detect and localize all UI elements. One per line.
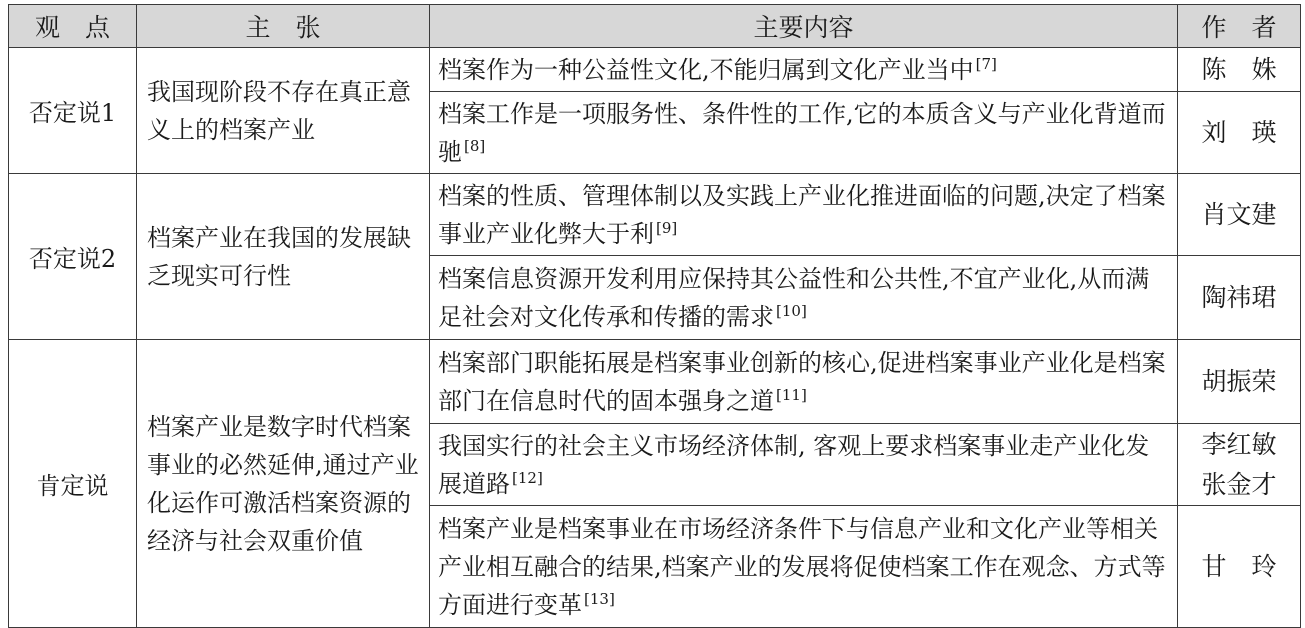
author-cell: [1178, 174, 1301, 256]
table-row: [9, 48, 1301, 92]
content-text: 档案产业是档案事业在市场经济条件下与信息产业和文化产业等相关产业相互融合的结果,档案产业的发展将促使档案工作在观念、方式等方面进行变革: [438, 514, 1166, 619]
author-name: 张金才: [1201, 469, 1277, 499]
citation-ref: [9]: [656, 218, 678, 237]
content-cell: [430, 506, 1178, 628]
content-cell: [430, 48, 1178, 92]
view-cell: 否定说1: [9, 48, 137, 174]
citation-ref: [8]: [464, 136, 486, 155]
author-name: 肖文建: [1201, 199, 1277, 229]
content-text: 档案作为一种公益性文化,不能归属到文化产业当中: [438, 55, 974, 84]
citation-ref: [10]: [776, 301, 807, 320]
citation-ref: [13]: [584, 589, 615, 608]
table-row: [9, 174, 1301, 256]
header-content: 主要内容: [430, 5, 1178, 48]
content-cell: [430, 92, 1178, 174]
viewpoints-table: [8, 4, 1301, 628]
view-cell: 肯定说: [9, 340, 137, 628]
content-cell: [430, 340, 1178, 424]
author-cell: [1178, 48, 1301, 92]
content-text: 档案的性质、管理体制以及实践上产业化推进面临的问题,决定了档案事业产业化弊大于利: [438, 181, 1166, 248]
author-cell: [1178, 340, 1301, 424]
content-cell: [430, 256, 1178, 340]
author-cell: [1178, 506, 1301, 628]
claim-cell: 档案产业在我国的发展缺乏现实可行性: [137, 174, 430, 340]
content-text: 档案部门职能拓展是档案事业创新的核心,促进档案事业产业化是档案部门在信息时代的固本强身之道: [438, 348, 1166, 415]
header-view: 观 点: [9, 5, 137, 48]
author-name: 李红敏: [1201, 429, 1277, 459]
content-cell: [430, 424, 1178, 506]
header-row: [9, 5, 1301, 48]
citation-ref: [7]: [975, 54, 997, 73]
author-name: 胡振荣: [1201, 366, 1277, 396]
view-cell: 否定说2: [9, 174, 137, 340]
content-text: 档案信息资源开发利用应保持其公益性和公共性,不宜产业化,从而满足社会对文化传承和传播的需求: [438, 264, 1150, 331]
author-cell: [1178, 92, 1301, 174]
content-text: 档案工作是一项服务性、条件性的工作,它的本质含义与产业化背道而驰: [438, 99, 1166, 166]
author-cell: [1178, 256, 1301, 340]
claim-cell: 档案产业是数字时代档案事业的必然延伸,通过产业化运作可激活档案资源的经济与社会双重价值: [137, 340, 430, 628]
claim-cell: 我国现阶段不存在真正意义上的档案产业: [137, 48, 430, 174]
author-name: 刘 瑛: [1201, 117, 1277, 147]
author-name: 陶祎珺: [1201, 282, 1277, 312]
author-name: 甘 玲: [1201, 551, 1277, 581]
table-row: [9, 340, 1301, 424]
header-claim: 主 张: [137, 5, 430, 48]
author-cell: [1178, 424, 1301, 506]
content-text: 我国实行的社会主义市场经济体制, 客观上要求档案事业走产业化发展道路: [438, 431, 1150, 498]
author-name: 陈 姝: [1201, 54, 1277, 84]
content-cell: [430, 174, 1178, 256]
citation-ref: [12]: [512, 468, 543, 487]
citation-ref: [11]: [776, 385, 807, 404]
header-author: 作 者: [1178, 5, 1301, 48]
